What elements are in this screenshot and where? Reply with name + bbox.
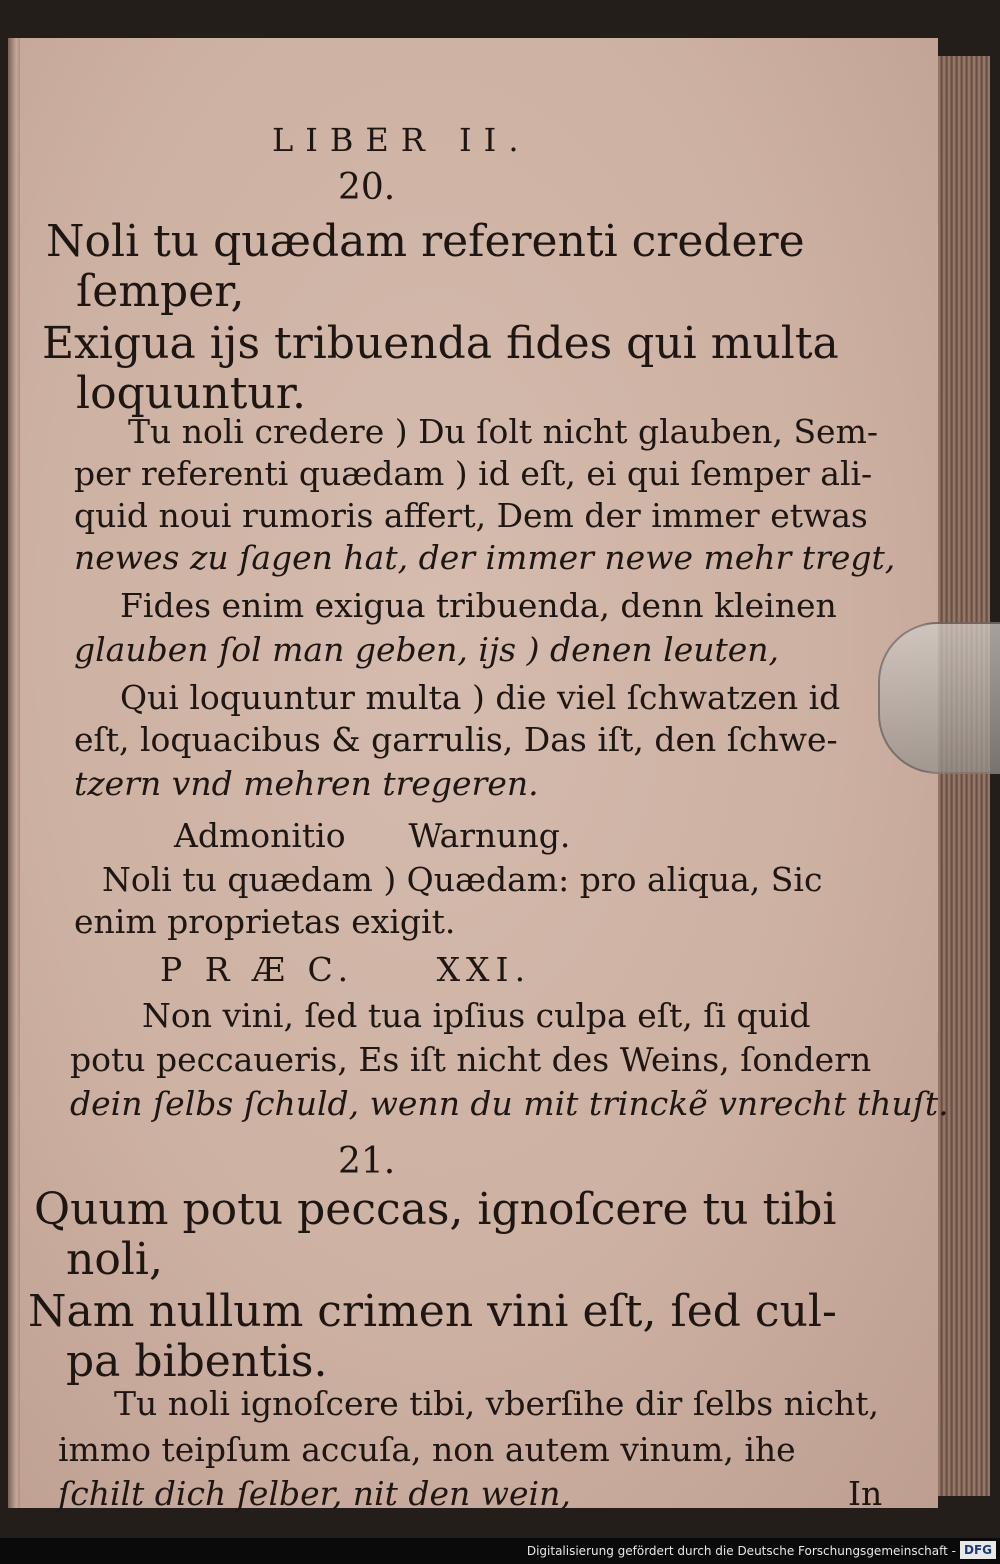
praecept-heading: P R Æ C. XXI. xyxy=(160,950,532,989)
section-number: 20. xyxy=(338,167,396,208)
commentary-line: glauben ſol man geben, ijs ) denen leuten, xyxy=(74,630,780,669)
dfg-logo-icon: DFG xyxy=(960,1541,996,1559)
commentary-line: Qui loquuntur multa ) die viel ſchwatzen id xyxy=(120,678,841,717)
commentary-line: dein ſelbs ſchuld, wenn du mit trinckẽ vnrecht thuſt. xyxy=(70,1084,949,1123)
catchword: In xyxy=(848,1474,883,1513)
commentary-line: enim proprietas exigit. xyxy=(74,902,456,941)
footer-credit: Digitalisierung gefördert durch die Deutsche Forschungsgemeinschaft - xyxy=(526,1544,956,1558)
commentary-line: potu peccaueris, Es iſt nicht des Weins, ſondern xyxy=(70,1040,872,1079)
commentary-line: newes zu ſagen hat, der immer newe mehr tregt, xyxy=(74,538,896,577)
commentary-line: ſchilt dich ſelber, nit den wein, xyxy=(58,1474,571,1513)
page-clip xyxy=(878,622,1000,774)
commentary-line: eſt, loquacibus & garrulis, Das iſt, den ſchwe- xyxy=(74,720,838,759)
commentary-line: per referenti quædam ) id eſt, ei qui ſemper ali- xyxy=(74,454,873,493)
running-head: LIBER II. xyxy=(272,121,531,159)
commentary-line: quid noui rumoris affert, Dem der immer etwas xyxy=(74,496,868,535)
commentary-line: Non vini, ſed tua ipſius culpa eſt, ſi quid xyxy=(142,996,811,1035)
page-stack-edge xyxy=(930,56,990,1496)
commentary-line: Tu noli credere ) Du ſolt nicht glauben, Sem- xyxy=(128,412,879,451)
admonitio-heading: Admonitio Warnung. xyxy=(174,816,571,855)
section-number: 21. xyxy=(338,1141,396,1182)
verse-line: noli, xyxy=(66,1234,163,1285)
verse-line: pa bibentis. xyxy=(66,1336,328,1387)
commentary-line: Tu noli ignoſcere tibi, vberſihe dir ſelbs nicht, xyxy=(114,1384,879,1423)
verse-line: Quum potu peccas, ignoſcere tu tibi xyxy=(34,1184,837,1235)
commentary-line: tzern vnd mehren tregeren. xyxy=(74,764,539,803)
verse-line: ſemper, xyxy=(76,266,245,317)
commentary-line: Fides enim exigua tribuenda, denn kleinen xyxy=(120,586,837,625)
verse-line: loquuntur. xyxy=(76,368,306,419)
verse-line: Noli tu quædam referenti credere xyxy=(46,216,805,267)
commentary-line: Noli tu quædam ) Quædam: pro aliqua, Sic xyxy=(102,860,823,899)
commentary-line: immo teipſum accuſa, non autem vinum, ihe xyxy=(58,1430,796,1469)
verse-line: Nam nullum crimen vini eſt, ſed cul- xyxy=(28,1286,837,1337)
verse-line: Exigua ijs tribuenda fides qui multa xyxy=(42,318,839,369)
book-page xyxy=(20,38,949,1513)
